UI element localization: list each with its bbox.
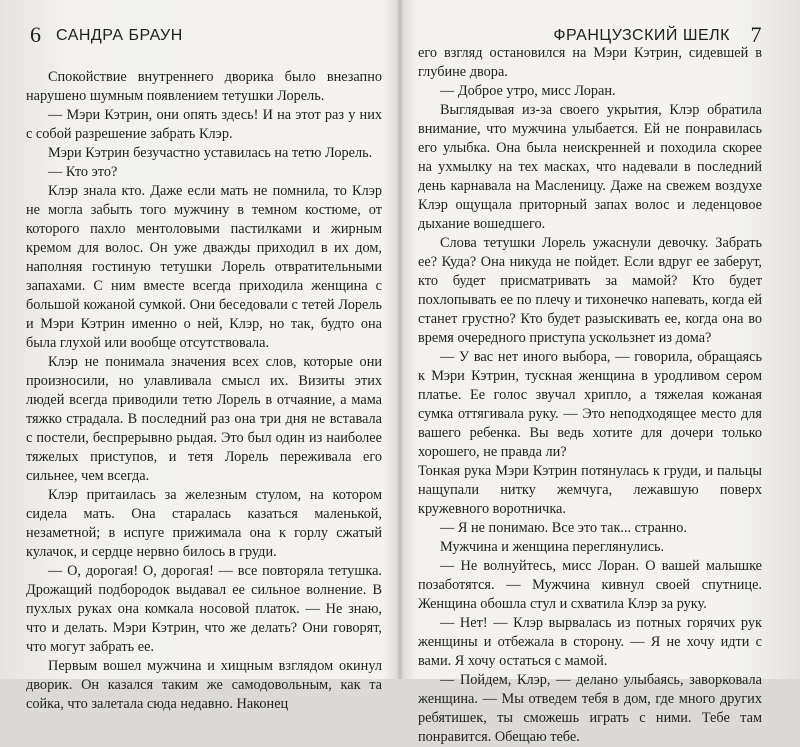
left-page-text	[26, 68, 382, 714]
paragraph: Клэр притаилась за железным стулом, на котором сидела мать. Она старалась казаться маленькой, незаметной; в испуге прижимала она к горлу сжатый кулачок, и сердце нервно билось в груди.	[26, 487, 382, 560]
paragraph: — Пойдем, Клэр, — делано улыбаясь, заворковала женщина. — Мы отведем тебя в дом, где много других ребятишек, ты сможешь играть с ними. Тебе там понравится. Обещаю тебе.	[418, 672, 762, 745]
paragraph: — У вас нет иного выбора, — говорила, обращаясь к Мэри Кэтрин, тускная женщина в уродливом сером платье. Ее голос звучал хрипло, а тяжелая кожаная сумка оттягивала руку. — Это неподходящее место для вашего ребенка. Вы ведь хотите для дочери только хорошего, не правда ли?	[418, 349, 762, 460]
paragraph: Спокойствие внутреннего дворика было внезапно нарушено шумным появлением тетушки Лорель.	[26, 69, 382, 104]
paragraph: Первым вошел мужчина и хищным взглядом окинул дворик. Он казался таким же самодовольным, как та сойка, что залетала сюда недавно. Наконец	[26, 658, 382, 712]
right-page-text	[418, 44, 762, 747]
paragraph: — Мэри Кэтрин, они опять здесь! И на этот раз у них с собой разрешение забрать Клэр.	[26, 107, 382, 142]
paragraph: — Не волнуйтесь, мисс Лоран. О вашей малышке позаботятся. — Мужчина кивнул своей спутнице. Женщина обошла стул и схватила Клэр за руку.	[418, 558, 762, 612]
paragraph: Мужчина и женщина переглянулись.	[440, 539, 665, 555]
paragraph: — Доброе утро, мисс Лоран.	[440, 83, 616, 99]
paragraph: Клэр не понимала значения всех слов, которые они произносили, но улавливала смысл их. Визиты этих людей всегда приводили тетю Лорель в отчаяние, а мама тяжко страдала. В последний раз она три дня не вставала с постели, беспрерывно рыдая. Это был один из наиболее тяжелых приступов, и тетя Лорель переживала его сильнее, чем всегда.	[26, 354, 382, 484]
left-page-number: 6	[30, 22, 42, 47]
paragraph: — О, дорогая! О, дорогая! — все повторяла тетушка. Дрожащий подбородок выдавал ее сильное волнение. В пухлых руках она комкала носовой платок. — Не знаю, что и делать. Мэри Кэтрин, что же делать? Они говорят, что могут забрать ее.	[26, 563, 382, 655]
paragraph: Мэри Кэтрин безучастно уставилась на тетю Лорель.	[48, 145, 373, 161]
paragraph: Клэр знала кто. Даже если мать не помнила, то Клэр не могла забыть того мужчину в темном костюме, от которого пахло ментоловыми пастилками и жирным кремом для волос. Он уже дважды приходил в их дом, наполняя гостиную тетушки Лорель отвратительными запахами. С ним вместе всегда приходила женщина с большой кожаной сумкой. Они беседовали с тетей Лорель и Мэри Кэтрин именно о ней, Клэр, но так, будто она была глухой или вообще отсутствовала.	[26, 183, 382, 351]
left-page	[0, 0, 396, 712]
right-running-title: ФРАНЦУЗСКИЙ ШЕЛК	[553, 27, 730, 44]
left-running-title: САНДРА БРАУН	[56, 27, 183, 44]
paragraph: Слова тетушки Лорель ужаснули девочку. Забрать ее? Куда? Она никуда не пойдет. Если вдруг ее заберут, кто будет присматривать за мамой? Кто будет похлопывать ее по плечу и тихонечко напевать, когда ей станет грустно? Кто будет разыскивать ее, когда она во время очередного приступа ускользнет из дома?	[418, 235, 762, 346]
paragraph: — Я не понимаю. Все это так... странно.	[440, 520, 687, 536]
paragraph: — Кто это?	[48, 164, 118, 180]
paragraph: Тонкая рука Мэри Кэтрин потянулась к груди, и пальцы нащупали нитку жемчуга, лежавшую поверх кружевного воротничка.	[418, 463, 762, 517]
paragraph: Выглядывая из-за своего укрытия, Клэр обратила внимание, что мужчина улыбается. Ей не понравилась его улыбка. Она была неискренней и походила скорее на ухмылку на тех масках, что надевали в последний день карнавала на Масленицу. Даже на свежем воздухе Клэр ощущала приторный запах волос и леденцовое дыхание вошедшего.	[418, 102, 762, 232]
paragraph: его взгляд остановился на Мэри Кэтрин, сидевшей в глубине двора.	[418, 45, 762, 80]
paragraph: — Нет! — Клэр вырвалась из потных горячих рук женщины и отбежала в сторону. — Я не хочу идти с вами. Я хочу остаться с мамой.	[418, 615, 762, 669]
right-page	[404, 0, 800, 745]
book-gutter	[396, 0, 404, 679]
left-running-head	[26, 24, 382, 54]
right-page-number: 7	[750, 22, 762, 47]
right-running-head	[418, 24, 762, 54]
